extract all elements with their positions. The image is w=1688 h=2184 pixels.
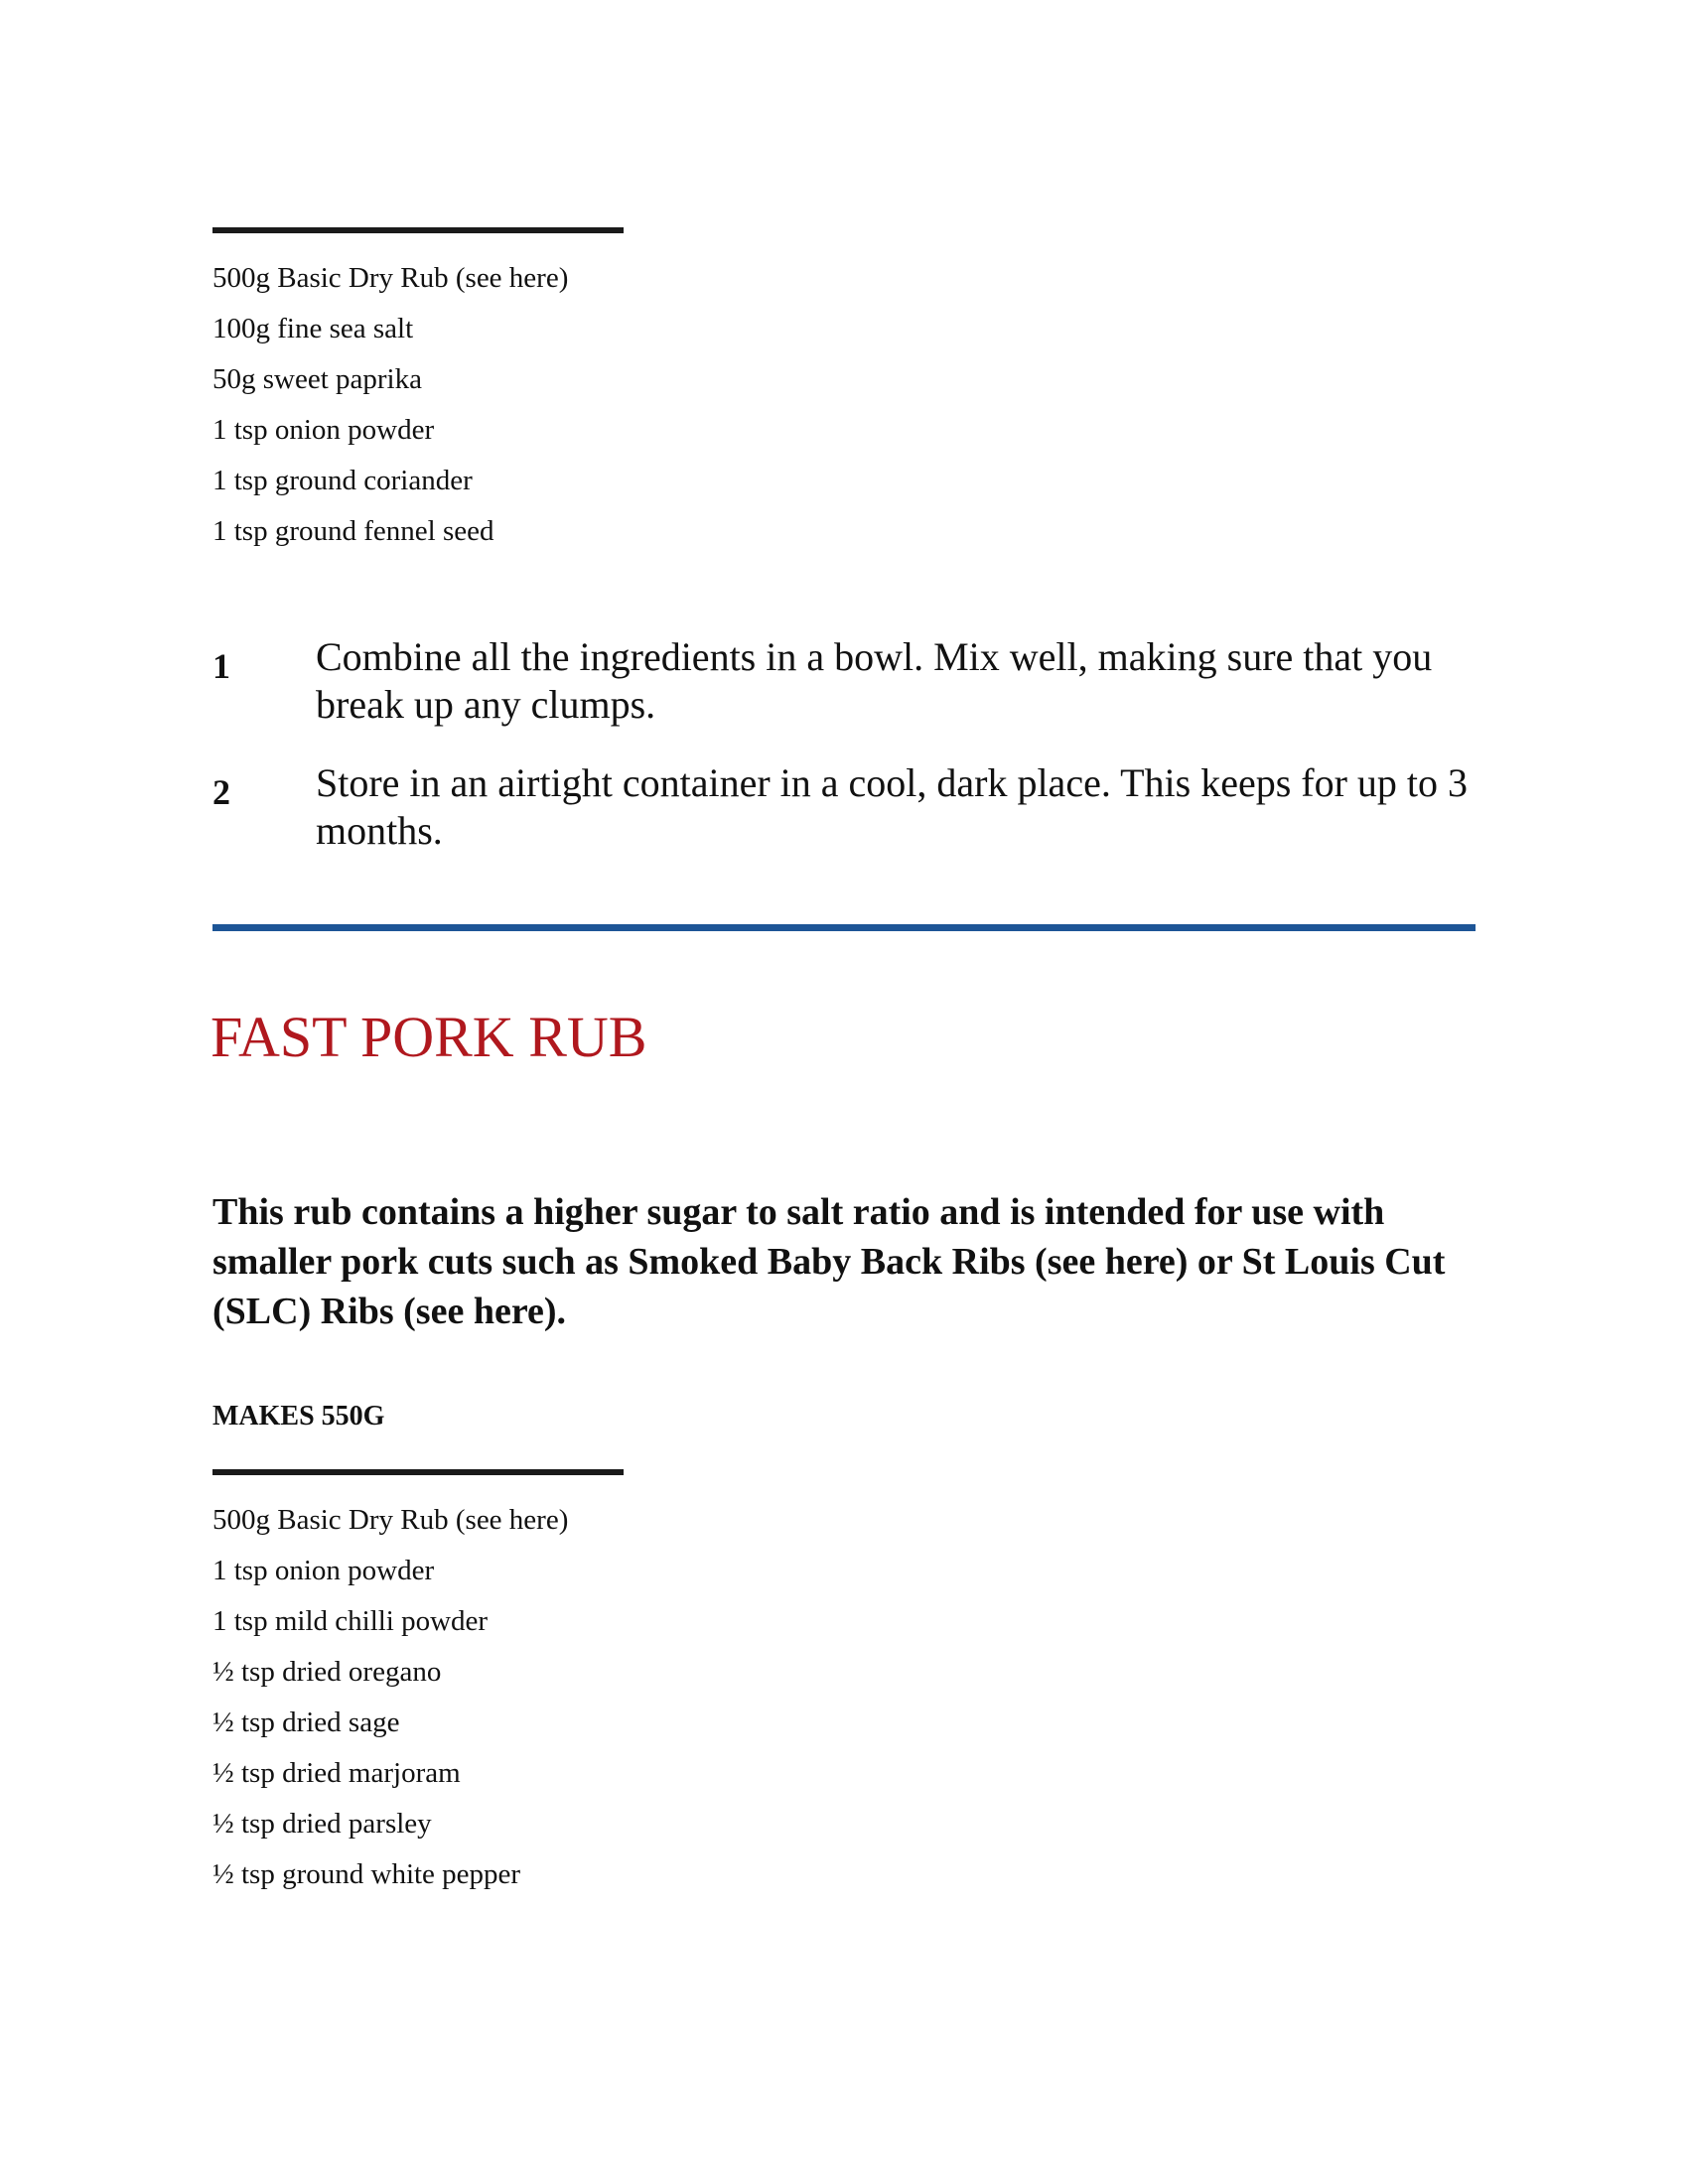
ingredient-item: 1 tsp mild chilli powder [212,1605,489,1637]
ingredient-rule [212,227,624,233]
ingredient-item: ½ tsp dried sage [212,1706,400,1738]
ingredient-item: ½ tsp dried parsley [212,1808,432,1840]
step-number: 1 [212,646,230,686]
step-text: Combine all the ingredients in a bowl. Mix well, making sure that you break up any clumps. [316,634,1433,727]
step-number: 2 [212,772,230,812]
ingredient-item: 1 tsp ground coriander [212,465,473,496]
ingredient-list [212,253,568,557]
ingredient-rule [212,1469,624,1475]
ingredient-item: 50g sweet paprika [212,363,422,395]
ingredient-list [212,1495,568,1900]
step-text: Store in an airtight container in a cool, dark place. This keeps for up to 3 months. [316,760,1469,853]
ingredient-item: 1 tsp ground fennel seed [212,515,494,547]
ingredient-item: 1 tsp onion powder [212,414,435,446]
ingredient-item: ½ tsp dried marjoram [212,1757,461,1789]
recipe-intro: This rub contains a higher sugar to salt ratio and is intended for use with smaller pork cuts such as Smoked Baby Back Ribs (see here) or St Louis Cut (SLC) Ribs (see here). [212,1191,1446,1332]
ingredient-item: 1 tsp onion powder [212,1555,435,1586]
ingredient-item: 500g Basic Dry Rub (see here) [212,262,569,294]
ingredient-item: 500g Basic Dry Rub (see here) [212,1504,569,1536]
ingredient-item: ½ tsp ground white pepper [212,1858,521,1890]
ingredient-item: 100g fine sea salt [212,313,414,344]
section-divider [212,924,1476,931]
yield-label: MAKES 550G [212,1401,385,1432]
recipe-title: FAST PORK RUB [211,1005,647,1069]
ingredient-item: ½ tsp dried oregano [212,1656,442,1688]
